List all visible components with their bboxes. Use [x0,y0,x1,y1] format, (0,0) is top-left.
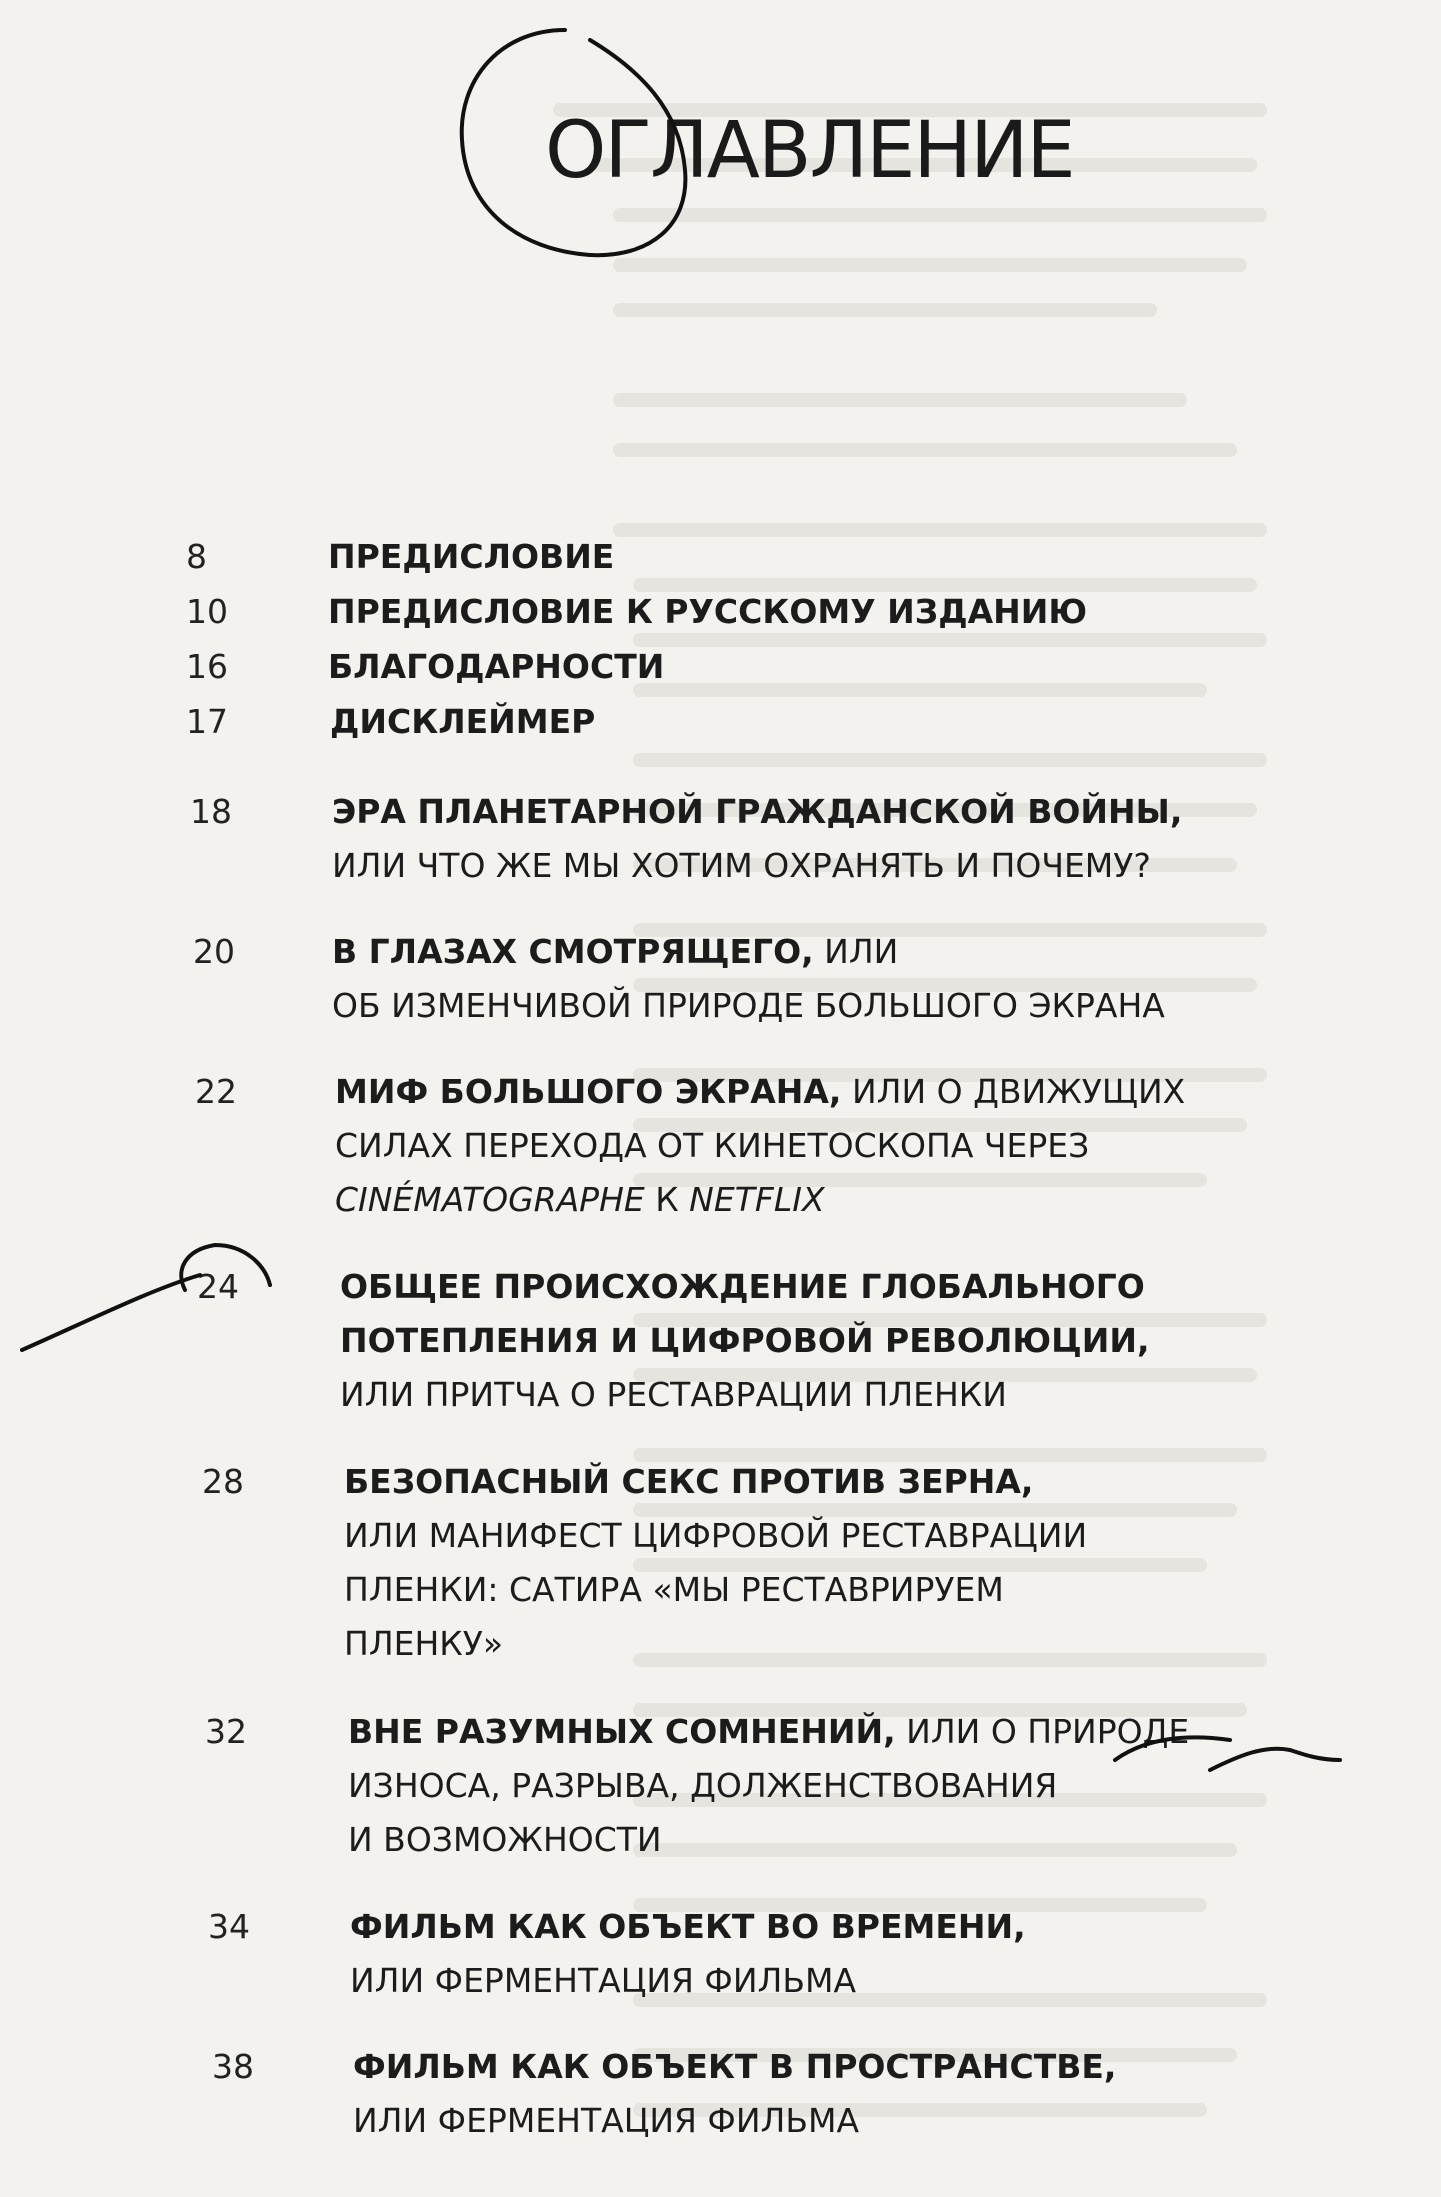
entry-line [340,1260,1150,1314]
bold-text: В ГЛАЗАХ СМОТРЯЩЕГО, [332,932,814,971]
entry-line [340,1314,1150,1368]
page-title: ОГЛАВЛЕНИЕ [545,106,1074,196]
entry-line [353,2040,1116,2094]
page-number: 38 [212,2047,254,2086]
entry-title [350,1900,1026,2008]
entry-title [328,530,614,584]
entry-line [348,1705,1189,1759]
regular-text: ИЛИ О ДВИЖУЩИХ [841,1072,1186,1111]
regular-text: ИЛИ О ПРИРОДЕ [895,1712,1190,1751]
bold-text: ДИСКЛЕЙМЕР [330,702,596,741]
regular-text: ИЗНОСА, РАЗРЫВА, ДОЛЖЕНСТВОВАНИЯ [348,1766,1058,1805]
entry-line [348,1813,1189,1867]
entry-line [328,530,614,584]
entry-line [344,1509,1087,1563]
page-number: 34 [208,1907,250,1946]
bold-text: ОБЩЕЕ ПРОИСХОЖДЕНИЕ ГЛОБАЛЬНОГО [340,1267,1145,1306]
entry-title [340,1260,1150,1422]
bold-text: ЭРА ПЛАНЕТАРНОЙ ГРАЖДАНСКОЙ ВОЙНЫ, [332,792,1183,831]
page-number: 22 [195,1072,237,1111]
bold-text: ПРЕДИСЛОВИЕ [328,537,615,576]
page-number: 24 [197,1267,239,1306]
regular-text: И ВОЗМОЖНОСТИ [348,1820,662,1859]
entry-line [344,1563,1087,1617]
regular-text: ОБ ИЗМЕНЧИВОЙ ПРИРОДЕ БОЛЬШОГО ЭКРАНА [332,986,1165,1025]
entry-title [332,785,1182,893]
page-number: 8 [186,537,207,576]
page-number: 20 [193,932,235,971]
entry-line [348,1759,1189,1813]
bold-text: БЛАГОДАРНОСТИ [328,647,665,686]
bold-text: МИФ БОЛЬШОГО ЭКРАНА, [335,1072,842,1111]
entry-line [332,979,1165,1033]
regular-text: ИЛИ [813,932,899,971]
regular-text: ПЛЕНКУ» [344,1624,504,1663]
regular-text: ПЛЕНКИ: САТИРА «МЫ РЕСТАВРИРУЕМ [344,1570,1004,1609]
entry-title [328,640,664,694]
entry-line [335,1119,1185,1173]
entry-line [353,2094,1116,2148]
entry-title [332,925,1165,1033]
regular-text: СИЛАХ ПЕРЕХОДА ОТ КИНЕТОСКОПА ЧЕРЕЗ [335,1126,1090,1165]
bold-text: ПОТЕПЛЕНИЯ И ЦИФРОВОЙ РЕВОЛЮЦИИ, [340,1321,1150,1360]
entry-line [332,785,1182,839]
italic-text: CINÉMATOGRAPHE [335,1180,645,1219]
page-number: 32 [205,1712,247,1751]
entry-line [350,1954,1026,2008]
entry-line [332,839,1182,893]
bold-text: ФИЛЬМ КАК ОБЪЕКТ В ПРОСТРАНСТВЕ, [353,2047,1117,2086]
page-number: 10 [186,592,228,631]
entry-line [344,1617,1087,1671]
italic-text: NETFLIX [689,1180,825,1219]
regular-text: ИЛИ ПРИТЧА О РЕСТАВРАЦИИ ПЛЕНКИ [340,1375,1007,1414]
entry-line [350,1900,1026,1954]
entry-line [328,585,1087,639]
entry-line [328,640,664,694]
entry-line [330,695,595,749]
entry-line [344,1455,1087,1509]
page-number: 28 [202,1462,244,1501]
entry-title [344,1455,1087,1671]
regular-text: ИЛИ ФЕРМЕНТАЦИЯ ФИЛЬМА [353,2101,860,2140]
entry-title [330,695,595,749]
entry-title [353,2040,1116,2148]
entry-title [328,585,1087,639]
entry-line [332,925,1165,979]
regular-text: К [644,1180,690,1219]
bold-text: БЕЗОПАСНЫЙ СЕКС ПРОТИВ ЗЕРНА, [344,1462,1034,1501]
page-number: 16 [186,647,228,686]
entry-title [348,1705,1189,1867]
entry-line [335,1173,1185,1227]
bold-text: ПРЕДИСЛОВИЕ К РУССКОМУ ИЗДАНИЮ [328,592,1088,631]
regular-text: ИЛИ ФЕРМЕНТАЦИЯ ФИЛЬМА [350,1961,857,2000]
page-number: 18 [190,792,232,831]
regular-text: ИЛИ ЧТО ЖЕ МЫ ХОТИМ ОХРАНЯТЬ И ПОЧЕМУ? [332,846,1151,885]
bold-text: ФИЛЬМ КАК ОБЪЕКТ ВО ВРЕМЕНИ, [350,1907,1026,1946]
regular-text: ИЛИ МАНИФЕСТ ЦИФРОВОЙ РЕСТАВРАЦИИ [344,1516,1088,1555]
entry-title [335,1065,1185,1227]
entry-line [335,1065,1185,1119]
page-number: 17 [186,702,228,741]
entry-line [340,1368,1150,1422]
bold-text: ВНЕ РАЗУМНЫХ СОМНЕНИЙ, [348,1712,896,1751]
